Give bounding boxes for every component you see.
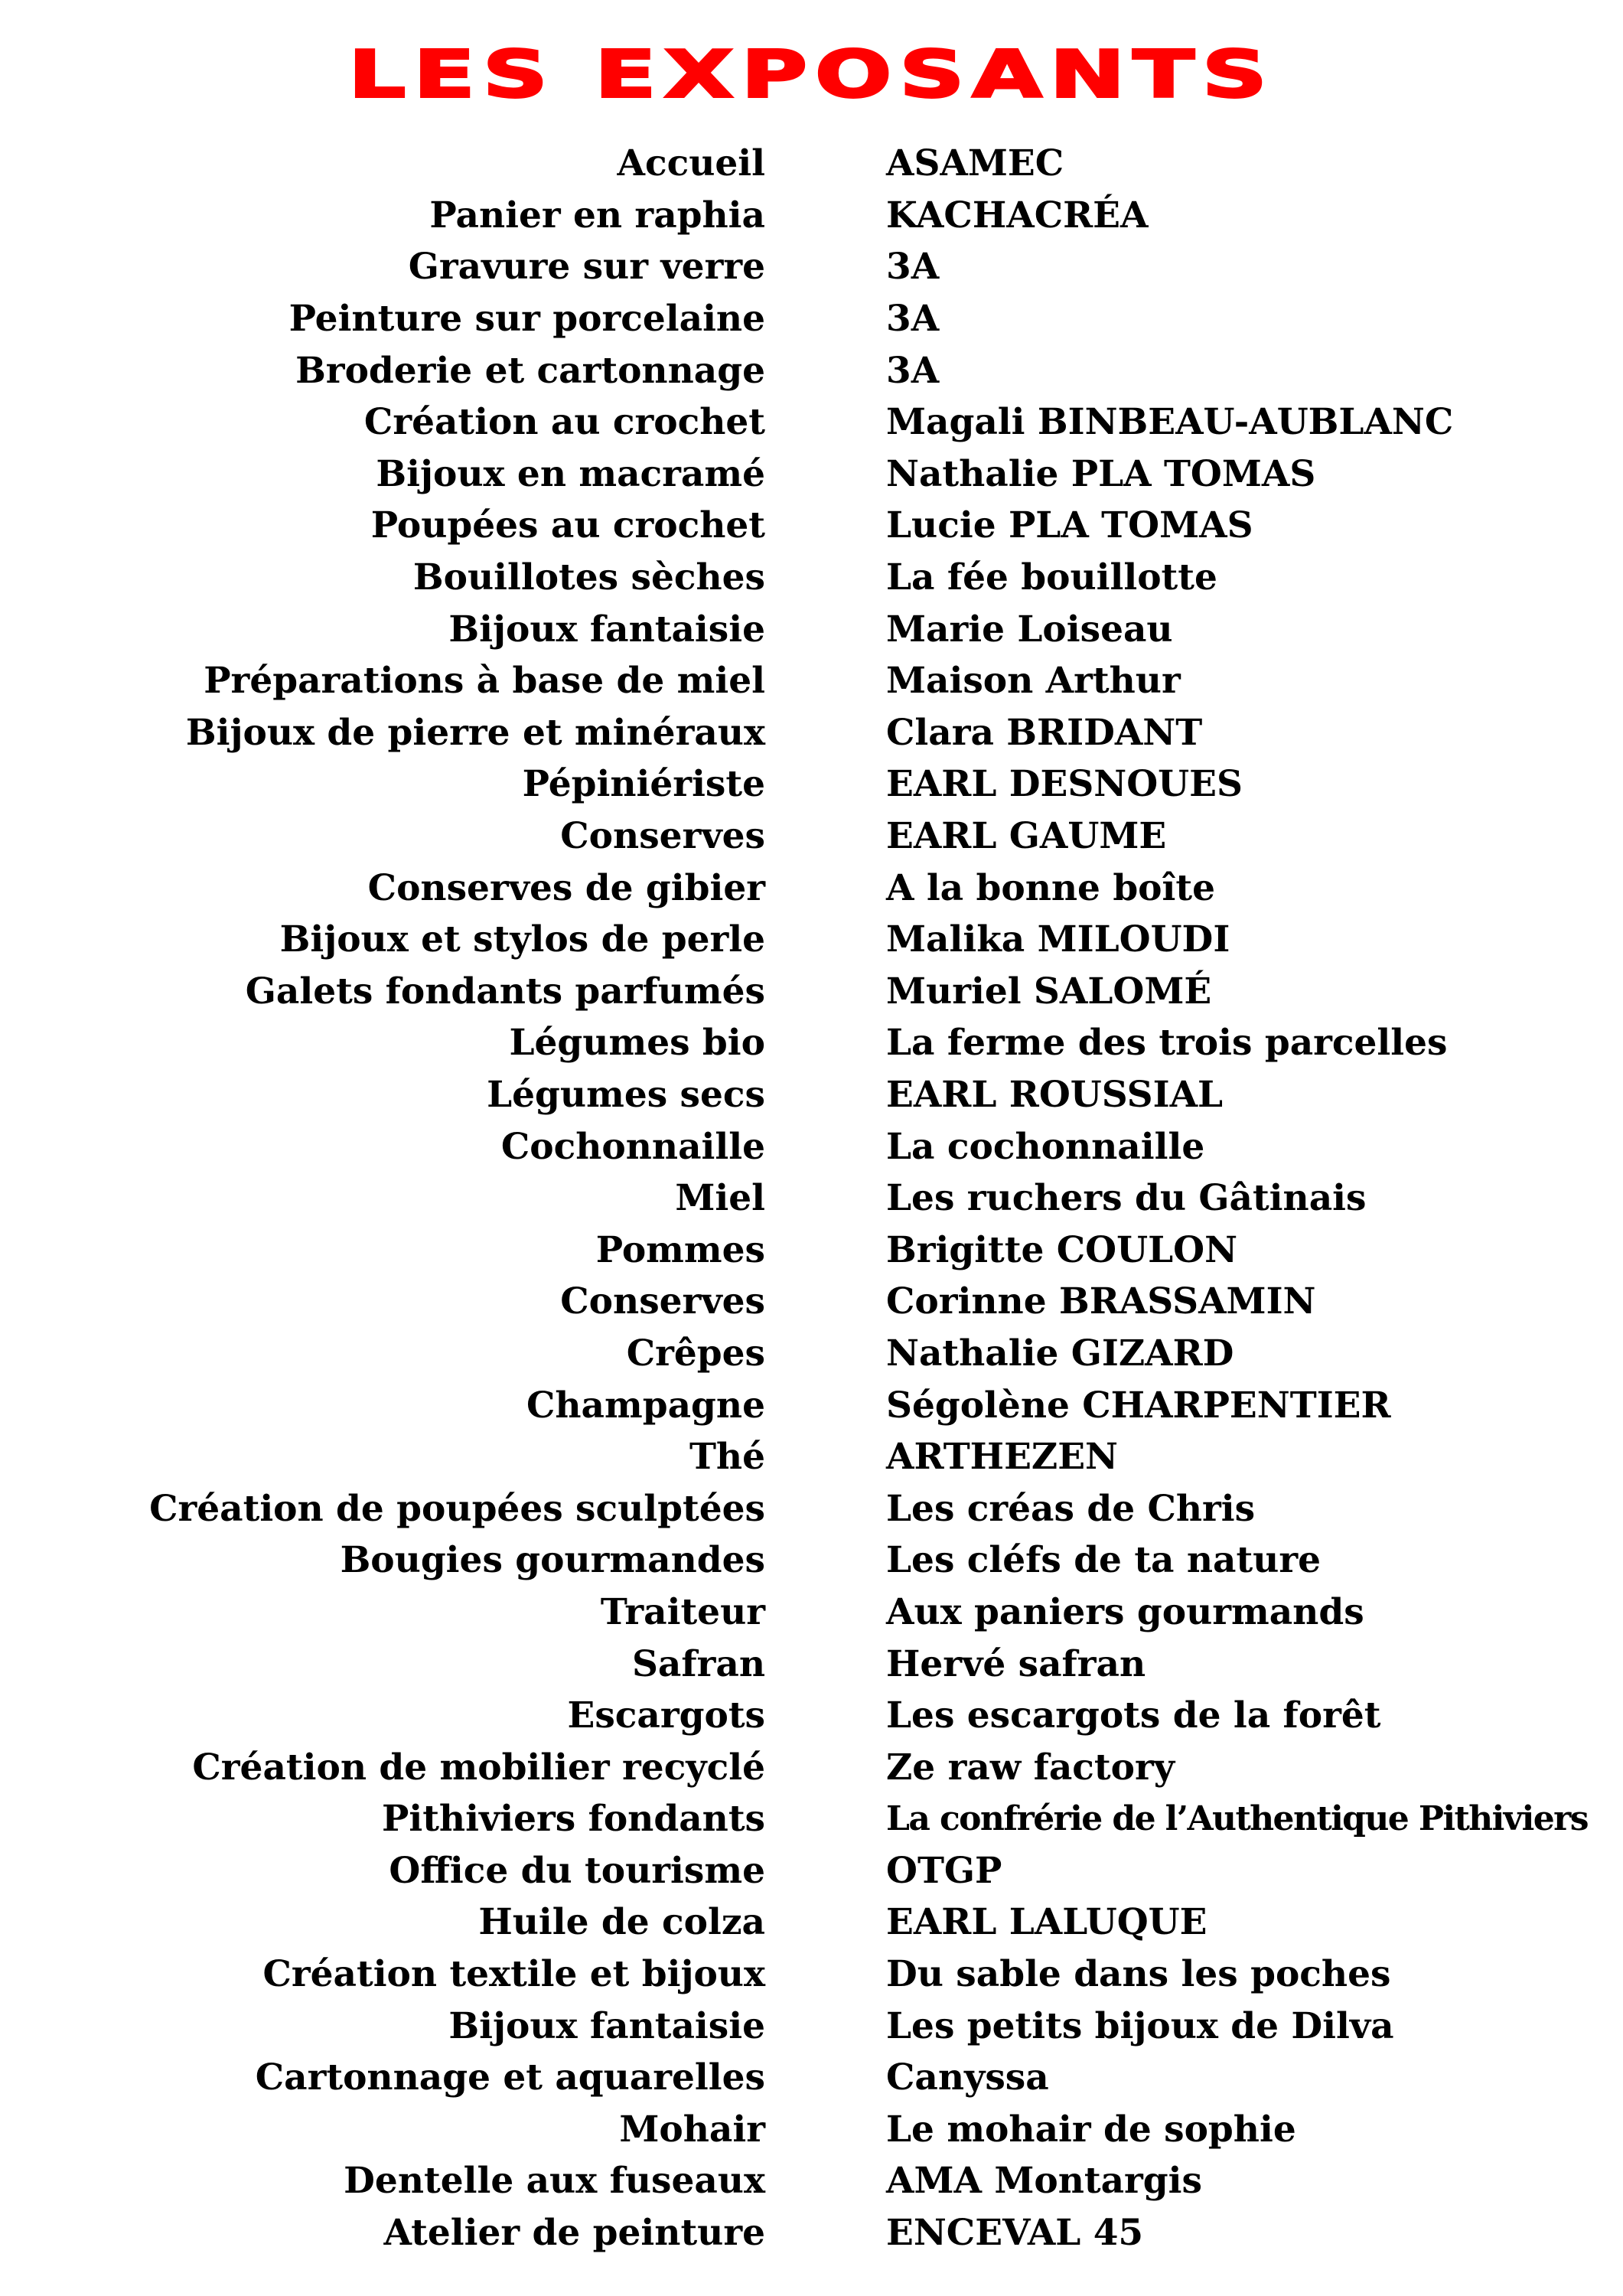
exhibitor-category: Panier en raphia bbox=[429, 194, 765, 236]
exhibitor-category: Création de poupées sculptées bbox=[149, 1487, 765, 1530]
exhibitor-name: 3A bbox=[886, 298, 940, 341]
exhibitor-name: Ze raw factory bbox=[886, 1746, 1175, 1789]
exhibitor-name: AMA Montargis bbox=[886, 2160, 1202, 2203]
list-item bbox=[0, 396, 1623, 448]
page-title: LES EXPOSANTS bbox=[348, 36, 1275, 113]
exhibitor-category: Traiteur bbox=[600, 1590, 765, 1633]
list-item bbox=[0, 1587, 1623, 1639]
list-item bbox=[0, 293, 1623, 345]
exhibitor-name: A la bonne boîte bbox=[886, 866, 1215, 909]
exhibitor-category: Pommes bbox=[595, 1228, 765, 1271]
exhibitor-category: Escargots bbox=[567, 1694, 765, 1737]
list-item bbox=[0, 1949, 1623, 2001]
exhibitor-name: La confrérie de l’Authentique Pithiviers bbox=[886, 1799, 1588, 1839]
exhibitor-name: Hervé safran bbox=[886, 1642, 1146, 1685]
exhibitor-category: Pépiniériste bbox=[522, 763, 765, 806]
exhibitor-category: Mohair bbox=[619, 2108, 765, 2151]
exhibitor-category: Huile de colza bbox=[478, 1901, 765, 1944]
list-item bbox=[0, 448, 1623, 501]
list-item bbox=[0, 1534, 1623, 1587]
list-item bbox=[0, 344, 1623, 396]
exhibitor-category: Bijoux et stylos de perle bbox=[279, 918, 765, 961]
exhibitor-name: Maison Arthur bbox=[886, 660, 1181, 703]
list-item bbox=[0, 2207, 1623, 2259]
exhibitor-name: Les créas de Chris bbox=[886, 1487, 1256, 1530]
list-item bbox=[0, 1276, 1623, 1328]
list-item bbox=[0, 707, 1623, 759]
exhibitor-name: Corinne BRASSAMIN bbox=[886, 1280, 1316, 1323]
list-item bbox=[0, 2155, 1623, 2207]
exhibitor-category: Bijoux de pierre et minéraux bbox=[185, 711, 765, 754]
list-item bbox=[0, 1638, 1623, 1690]
list-item bbox=[0, 138, 1623, 190]
list-item bbox=[0, 1069, 1623, 1121]
exhibitor-category: Atelier de peinture bbox=[383, 2212, 765, 2255]
exhibitor-category: Légumes secs bbox=[487, 1073, 765, 1116]
list-item bbox=[0, 500, 1623, 552]
list-item bbox=[0, 655, 1623, 707]
exhibitor-name: Clara BRIDANT bbox=[886, 711, 1203, 754]
list-item bbox=[0, 862, 1623, 914]
exhibitor-name: Le mohair de sophie bbox=[886, 2108, 1296, 2151]
exhibitor-name: Nathalie GIZARD bbox=[886, 1332, 1234, 1375]
exhibitor-name: Brigitte COULON bbox=[886, 1228, 1238, 1271]
exhibitor-category: Gravure sur verre bbox=[408, 246, 765, 289]
exhibitor-name: Du sable dans les poches bbox=[886, 1953, 1391, 1996]
list-item bbox=[0, 1017, 1623, 1069]
exhibitor-category: Miel bbox=[675, 1177, 765, 1220]
list-item bbox=[0, 1482, 1623, 1534]
exhibitor-name: ENCEVAL 45 bbox=[886, 2212, 1144, 2255]
list-item bbox=[0, 2000, 1623, 2052]
list-item bbox=[0, 190, 1623, 242]
exhibitor-category: Dentelle aux fuseaux bbox=[344, 2160, 765, 2203]
exhibitor-category: Légumes bio bbox=[509, 1022, 765, 1065]
exhibitor-category: Bouillotes sèches bbox=[412, 556, 765, 599]
exhibitor-category: Cartonnage et aquarelles bbox=[255, 2056, 765, 2099]
list-item bbox=[0, 2104, 1623, 2156]
exhibitor-category: Office du tourisme bbox=[389, 1849, 765, 1892]
exhibitor-name: ARTHEZEN bbox=[886, 1436, 1118, 1479]
exhibitor-category: Broderie et cartonnage bbox=[295, 349, 765, 392]
exhibitor-category: Création au crochet bbox=[363, 401, 765, 444]
exhibitor-name: EARL ROUSSIAL bbox=[886, 1073, 1224, 1116]
exhibitor-name: Les cléfs de ta nature bbox=[886, 1539, 1322, 1582]
exhibitor-name: OTGP bbox=[886, 1849, 1002, 1892]
exhibitor-category: Thé bbox=[689, 1436, 765, 1479]
exhibitor-name: Marie Loiseau bbox=[886, 608, 1173, 651]
list-item bbox=[0, 966, 1623, 1018]
exhibitor-name: Les ruchers du Gâtinais bbox=[886, 1177, 1367, 1220]
exhibitor-name: La ferme des trois parcelles bbox=[886, 1022, 1448, 1065]
exhibitor-name: 3A bbox=[886, 349, 940, 392]
list-item bbox=[0, 1328, 1623, 1380]
exhibitor-name: La cochonnaille bbox=[886, 1125, 1205, 1168]
exhibitor-name: Les petits bijoux de Dilva bbox=[886, 2004, 1394, 2047]
exhibitor-name: Aux paniers gourmands bbox=[886, 1590, 1364, 1633]
list-item bbox=[0, 1741, 1623, 1793]
list-item bbox=[0, 1172, 1623, 1225]
list-item bbox=[0, 914, 1623, 966]
list-item bbox=[0, 552, 1623, 604]
exhibitor-name: Canyssa bbox=[886, 2056, 1049, 2099]
exhibitor-name: 3A bbox=[886, 246, 940, 289]
exhibitor-category: Crêpes bbox=[626, 1332, 765, 1375]
exhibitor-name: Ségolène CHARPENTIER bbox=[886, 1384, 1391, 1427]
exhibitor-name: KACHACRÉA bbox=[886, 194, 1149, 236]
exhibitor-category: Cochonnaille bbox=[500, 1125, 765, 1168]
exhibitor-name: Malika MILOUDI bbox=[886, 918, 1230, 961]
exhibitor-category: Galets fondants parfumés bbox=[245, 970, 765, 1013]
exhibitor-category: Bougies gourmandes bbox=[340, 1539, 765, 1582]
list-item bbox=[0, 603, 1623, 655]
exhibitor-category: Création de mobilier recyclé bbox=[192, 1746, 765, 1789]
exhibitor-category: Bijoux en macramé bbox=[376, 452, 765, 495]
list-item bbox=[0, 1120, 1623, 1172]
exhibitor-category: Bijoux fantaisie bbox=[448, 2004, 765, 2047]
exhibitor-category: Safran bbox=[631, 1642, 765, 1685]
exhibitor-name: Lucie PLA TOMAS bbox=[886, 504, 1253, 547]
exhibitor-name: Nathalie PLA TOMAS bbox=[886, 452, 1316, 495]
exhibitor-list bbox=[0, 138, 1623, 2258]
list-item bbox=[0, 810, 1623, 863]
exhibitor-name: Les escargots de la forêt bbox=[886, 1694, 1381, 1737]
exhibitor-category: Conserves bbox=[560, 815, 765, 858]
list-item bbox=[0, 1224, 1623, 1276]
list-item bbox=[0, 241, 1623, 293]
exhibitor-category: Champagne bbox=[526, 1384, 765, 1427]
exhibitor-category: Conserves bbox=[560, 1280, 765, 1323]
exhibitor-category: Poupées au crochet bbox=[370, 504, 765, 547]
exhibitor-category: Conserves de gibier bbox=[367, 866, 765, 909]
exhibitor-category: Peinture sur porcelaine bbox=[288, 298, 765, 341]
list-item bbox=[0, 1845, 1623, 1897]
exhibitor-category: Accueil bbox=[617, 142, 765, 185]
exhibitor-name: EARL DESNOUES bbox=[886, 763, 1243, 806]
exhibitor-category: Bijoux fantaisie bbox=[448, 608, 765, 651]
exhibitor-category: Pithiviers fondants bbox=[382, 1798, 765, 1841]
list-item bbox=[0, 1793, 1623, 1845]
exhibitor-category: Création textile et bijoux bbox=[262, 1953, 765, 1996]
exhibitor-name: La fée bouillotte bbox=[886, 556, 1217, 599]
exhibitor-name: ASAMEC bbox=[886, 142, 1064, 185]
list-item bbox=[0, 1379, 1623, 1431]
exhibitor-name: EARL LALUQUE bbox=[886, 1901, 1207, 1944]
list-item bbox=[0, 1896, 1623, 1949]
exhibitor-name: EARL GAUME bbox=[886, 815, 1167, 858]
list-item bbox=[0, 1431, 1623, 1483]
exhibitor-name: Magali BINBEAU-AUBLANC bbox=[886, 401, 1454, 444]
exhibitor-name: Muriel SALOMÉ bbox=[886, 970, 1212, 1013]
list-item bbox=[0, 1690, 1623, 1742]
list-item bbox=[0, 2052, 1623, 2104]
list-item bbox=[0, 758, 1623, 810]
exhibitor-category: Préparations à base de miel bbox=[204, 660, 765, 703]
